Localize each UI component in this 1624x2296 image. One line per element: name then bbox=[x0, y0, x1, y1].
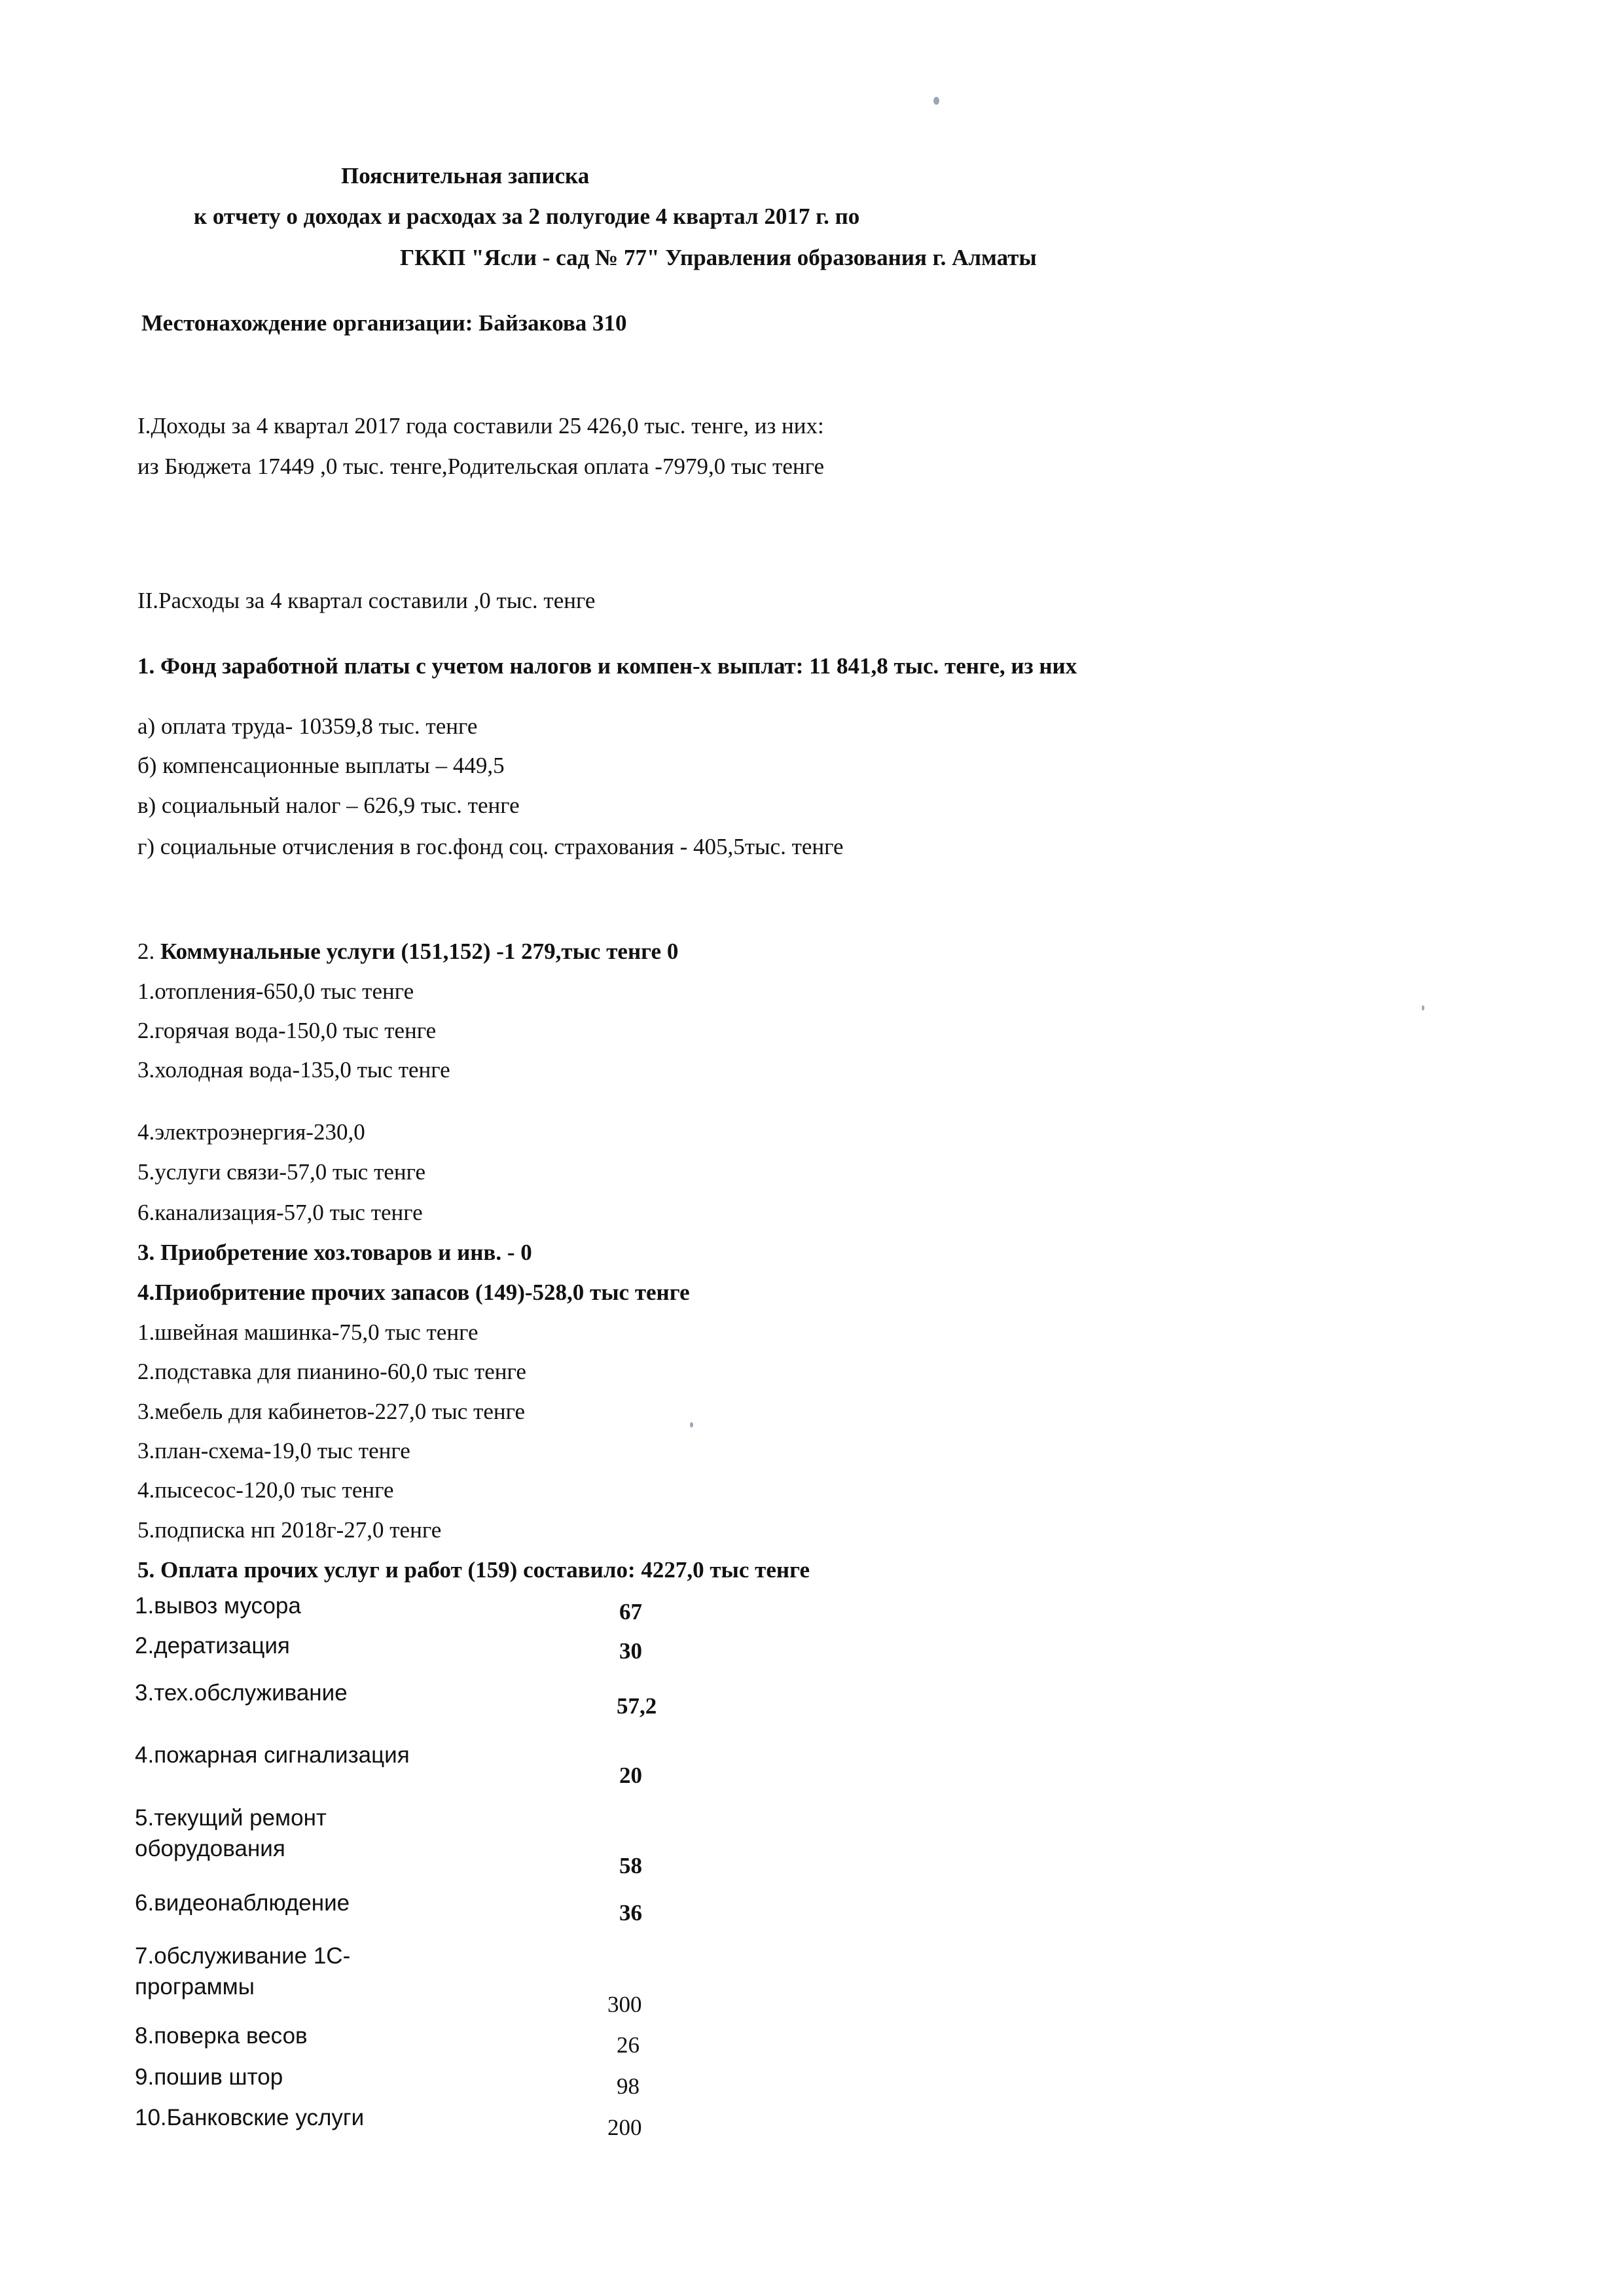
service-value: 36 bbox=[619, 1900, 642, 1926]
service-label: 8.поверка весов bbox=[135, 2023, 308, 2049]
service-label: 2.дератизация bbox=[135, 1633, 290, 1659]
document-title: Пояснительная записка bbox=[341, 163, 590, 188]
other-supplies-heading: 4.Приобритение прочих запасов (149)-528,0 тыс тенге bbox=[137, 1280, 690, 1305]
utilities-number: 2. bbox=[137, 939, 160, 964]
utilities-item: 4.электроэнергия-230,0 bbox=[137, 1119, 365, 1145]
income-total: I.Доходы за 4 квартал 2017 года составили 25 426,0 тыс. тенге, из них: bbox=[137, 413, 824, 439]
service-value: 30 bbox=[619, 1638, 642, 1664]
payroll-item: г) социальные отчисления в гос.фонд соц. страхования - 405,5тыс. тенге bbox=[137, 834, 844, 859]
organization-name: ГККП "Ясли - сад № 77" Управления образования г. Алматы bbox=[400, 245, 1037, 270]
service-label: 7.обслуживание 1С- bbox=[135, 1943, 351, 1969]
other-supplies-item: 4.пысесос-120,0 тыс тенге bbox=[137, 1477, 394, 1503]
expenses-heading: II.Расходы за 4 квартал составили ,0 тыс. тенге bbox=[137, 588, 596, 613]
household-heading: 3. Приобретение хоз.товаров и инв. - 0 bbox=[137, 1240, 532, 1265]
service-value: 57,2 bbox=[617, 1693, 657, 1719]
service-label: 10.Банковские услуги bbox=[135, 2105, 365, 2130]
scan-speck bbox=[1422, 1005, 1424, 1011]
service-label: 1.вывоз мусора bbox=[135, 1593, 301, 1619]
other-supplies-item: 3.план-схема-19,0 тыс тенге bbox=[137, 1438, 410, 1463]
service-value: 26 bbox=[617, 2032, 640, 2058]
utilities-item: 6.канализация-57,0 тыс тенге bbox=[137, 1200, 423, 1225]
utilities-heading bbox=[137, 938, 678, 965]
service-label: 3.тех.обслуживание bbox=[135, 1680, 348, 1706]
utilities-title: Коммунальные услуги (151,152) -1 279,тыс тенге 0 bbox=[160, 939, 679, 964]
service-value: 200 bbox=[607, 2115, 642, 2140]
services-heading: 5. Оплата прочих услуг и работ (159) составило: 4227,0 тыс тенге bbox=[137, 1557, 810, 1583]
other-supplies-item: 5.подписка нп 2018г-27,0 тенге bbox=[137, 1517, 442, 1543]
service-value: 58 bbox=[619, 1853, 642, 1878]
service-value: 300 bbox=[607, 1992, 642, 2017]
income-sources: из Бюджета 17449 ,0 тыс. тенге,Родительская оплата -7979,0 тыс тенге bbox=[137, 454, 825, 479]
other-supplies-item: 2.подставка для пианино-60,0 тыс тенге bbox=[137, 1359, 526, 1384]
scan-speck bbox=[690, 1422, 693, 1427]
payroll-item: а) оплата труда- 10359,8 тыс. тенге bbox=[137, 713, 478, 739]
payroll-heading: 1. Фонд заработной платы с учетом налогов и компен-х выплат: 11 841,8 тыс. тенге, из них bbox=[137, 653, 1077, 679]
payroll-item: в) социальный налог – 626,9 тыс. тенге bbox=[137, 793, 520, 818]
service-label: 6.видеонаблюдение bbox=[135, 1890, 350, 1916]
service-label: 5.текущий ремонт bbox=[135, 1805, 327, 1831]
service-label-continued: программы bbox=[135, 1974, 255, 2000]
service-label: 4.пожарная сигнализация bbox=[135, 1742, 410, 1768]
other-supplies-item: 1.швейная машинка-75,0 тыс тенге bbox=[137, 1319, 478, 1345]
utilities-item: 3.холодная вода-135,0 тыс тенге bbox=[137, 1057, 450, 1083]
scan-speck bbox=[933, 97, 939, 105]
service-label-continued: оборудования bbox=[135, 1836, 285, 1861]
service-value: 98 bbox=[617, 2073, 640, 2099]
service-value: 67 bbox=[619, 1599, 642, 1624]
utilities-item: 5.услуги связи-57,0 тыс тенге bbox=[137, 1159, 426, 1185]
organization-location: Местонахождение организации: Байзакова 310 bbox=[141, 310, 627, 336]
other-supplies-item: 3.мебель для кабинетов-227,0 тыс тенге bbox=[137, 1399, 526, 1424]
service-label: 9.пошив штор bbox=[135, 2064, 283, 2090]
payroll-item: б) компенсационные выплаты – 449,5 bbox=[137, 753, 505, 778]
utilities-item: 2.горячая вода-150,0 тыс тенге bbox=[137, 1018, 437, 1043]
service-value: 20 bbox=[619, 1763, 642, 1788]
document-subtitle: к отчету о доходах и расходах за 2 полугодие 4 квартал 2017 г. по bbox=[194, 204, 860, 229]
utilities-item: 1.отопления-650,0 тыс тенге bbox=[137, 978, 414, 1004]
